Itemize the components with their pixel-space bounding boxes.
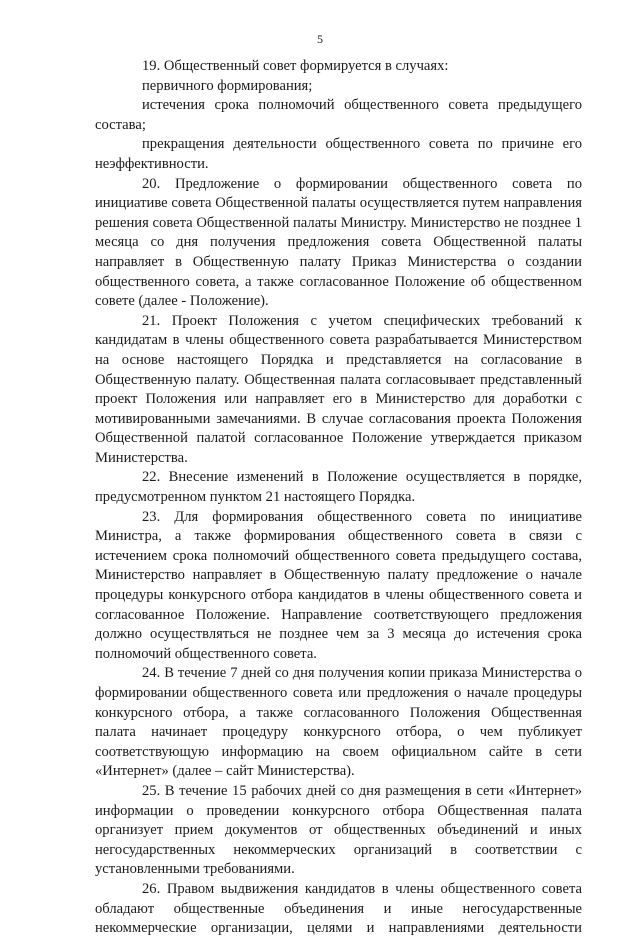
paragraph-25: 25. В течение 15 рабочих дней со дня размещения в сети «Интернет» информации о проведении конкурсного отбора Общественная палата организует прием документов от общественных объединений и иных негосударственных некоммерческих организаций в соответствии с установленными требованиями. (95, 782, 582, 878)
paragraph-26: 26. Правом выдвижения кандидатов в члены общественного совета обладают общественные объединения и иные негосударственные некоммерческие организации, целями и направлениями деятельности (95, 880, 582, 937)
paragraph-24: 24. В течение 7 дней со дня получения копии приказа Министерства о формировании общественного совета или предложения о начале процедуры конкурсного отбора, а также согласованного Положения Общественная палата начинает процедуру конкурсного отбора, о чем публикует соответствующую информацию на своем официальном сайте в сети «Интернет» (далее – сайт Министерства). (95, 665, 582, 780)
paragraph-19-item-2: истечения срока полномочий общественного совета предыдущего состава; (95, 97, 582, 133)
paragraph-26-wrapper (95, 880, 582, 939)
paragraph-20: 20. Предложение о формировании общественного совета по инициативе совета Общественной палаты осуществляется путем направления решения совета Общественной палаты Министру. Министерство не позднее 1 месяца со дня получения предложения совета Общественной палаты направляет в Общественную палату Приказ Министерства о создании общественного совета, а также согласованное Положение об общественном совете (далее - Положение). (95, 175, 582, 310)
document-body (95, 57, 582, 939)
paragraph-21: 21. Проект Положения с учетом специфических требований к кандидатам в члены общественного совета разрабатывается Министерством на основе настоящего Порядка и представляется на согласование в Общественную палату. Общественная палата согласовывает представленный проект Положения или направляет его в Министерство для доработки с мотивированными замечаниями. В случае согласования проекта Положения Общественной палатой согласованное Положение утверждается приказом Министерства. (95, 312, 582, 466)
paragraph-23: 23. Для формирования общественного совета по инициативе Министра, а также формирования общественного совета в связи с истечением срока полномочий общественного совета предыдущего состава, Министерство направляет в Общественную палату предложение о начале процедуры конкурсного отбора кандидатов в члены общественного совета и согласованное Положение. Направление соответствующего предложения должно осуществляться не позднее чем за 3 месяца до истечения срока полномочий общественного совета. (95, 508, 582, 662)
page-number: 5 (317, 32, 323, 46)
paragraph-22: 22. Внесение изменений в Положение осуществляется в порядке, предусмотренном пунктом 21 настоящего Порядка. (95, 469, 582, 506)
paragraph-19-item-1: первичного формирования; (142, 77, 313, 94)
paragraph-19: 19. Общественный совет формируется в случаях: (142, 58, 449, 74)
paragraph-19-item-3: прекращения деятельности общественного совета по причине его неэффективности. (95, 136, 582, 172)
